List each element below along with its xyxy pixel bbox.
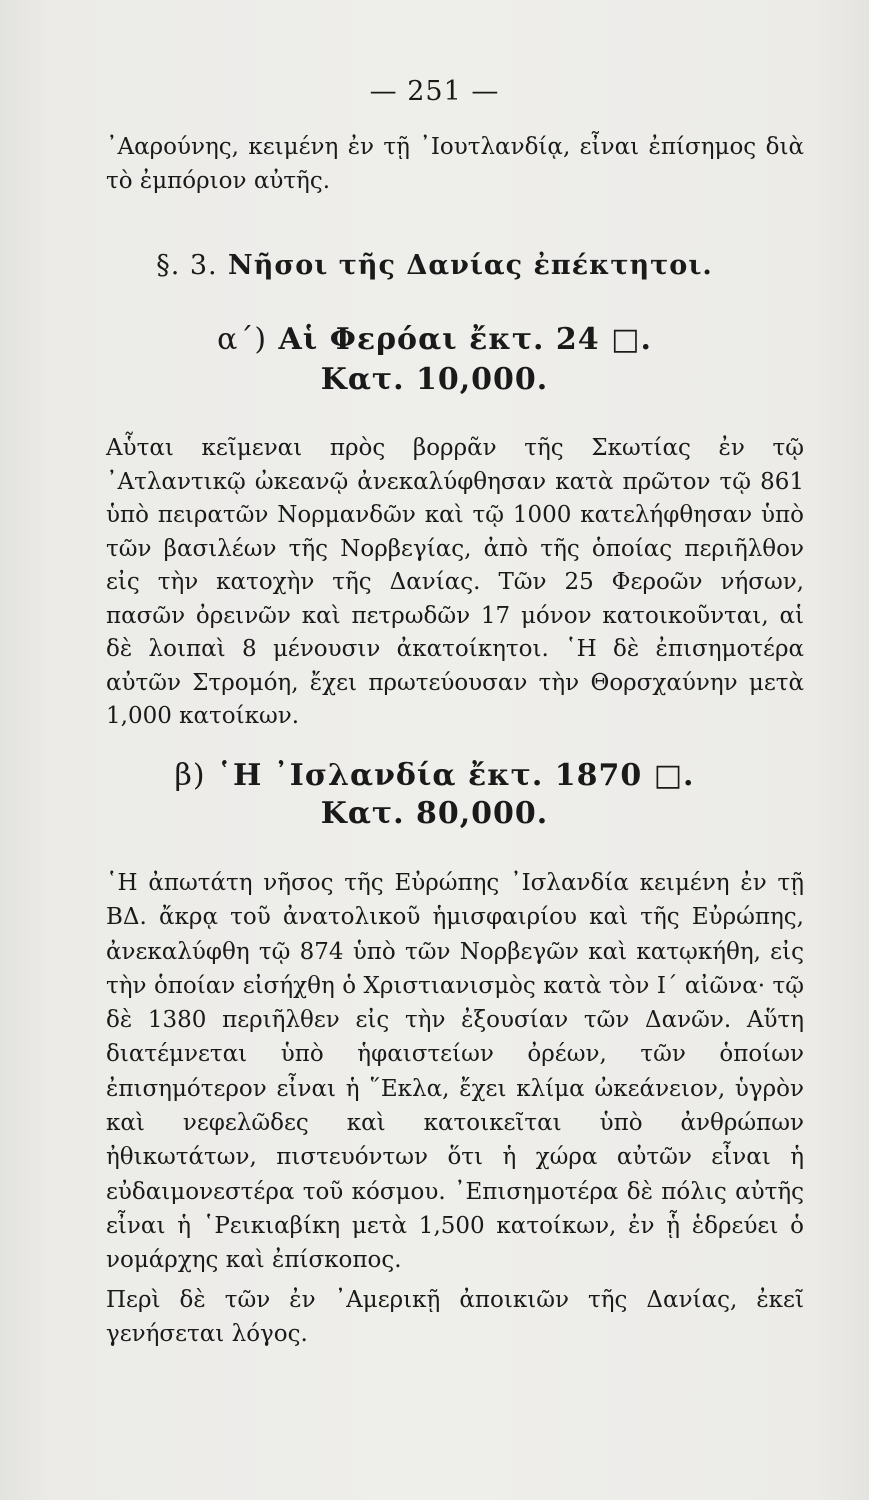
section-number: §. 3. bbox=[156, 250, 218, 281]
iceland-population: Κατ. 80,000. bbox=[320, 796, 549, 831]
faroe-heading bbox=[0, 322, 869, 357]
closing-text: Περὶ δὲ τῶν ἐν ᾿Αμερικῇ ἀποικιῶν τῆς Δανίας, ἐκεῖ γενήσεται λόγος. bbox=[106, 1287, 804, 1347]
iceland-paragraph bbox=[106, 866, 804, 1278]
iceland-heading bbox=[0, 758, 869, 793]
faroe-label: α΄) bbox=[217, 322, 268, 357]
faroe-text: Αὗται κεῖμεναι πρὸς βορρᾶν τῆς Σκωτίας ἐν τῷ ᾿Ατλαντικῷ ὠκεανῷ ἀνεκαλύφθησαν κατὰ πρῶτον τῷ 861 ὑπὸ πειρατῶν Νορμανδῶν καὶ τῷ 1000 κατελήφθησαν ὑπὸ τῶν βασιλέων τῆς Νορβεγίας, ἀπὸ τῆς ὁποίας περιῆλθον εἰς τὴν κατοχὴν τῆς Δανίας. Τῶν 25 Φεροῶν νήσων, πασῶν ὀρεινῶν καὶ πετρωδῶν 17 μόνον κατοικοῦνται, αἱ δὲ λοιπαὶ 8 μένουσιν ἀκατοίκητοι. ῾Η δὲ ἐπισημοτέρα αὐτῶν Στρομόη, ἔχει πρωτεύουσαν τὴν Θορσχαύνην μετὰ 1,000 κατοίκων. bbox=[106, 435, 804, 729]
closing-paragraph bbox=[106, 1283, 804, 1351]
faroe-paragraph bbox=[106, 432, 804, 734]
faroe-title: Αἱ Φερόαι ἔκτ. 24 □. bbox=[278, 322, 652, 357]
continuation-text: ᾿Ααρούνης, κειμένη ἐν τῇ ᾿Ιουτλανδίᾳ, εἶναι ἐπίσημος διὰ τὸ ἐμπόριον αὐτῆς. bbox=[106, 134, 804, 194]
iceland-text: ῾Η ἀπωτάτη νῆσος τῆς Εὐρώπης ᾿Ισλανδία κειμένη ἐν τῇ ΒΔ. ἄκρᾳ τοῦ ἀνατολικοῦ ἡμισφαιρίου καὶ τῆς Εὐρώπης, ἀνεκαλύφθη τῷ 874 ὑπὸ τῶν Νορβεγῶν καὶ κατῳκήθη, εἰς τὴν ὁποίαν εἰσήχθη ὁ Χριστιανισμὸς κατὰ τὸν Ι΄ αἰῶνα· τῷ δὲ 1380 περιῆλθεν εἰς τὴν ἐξουσίαν τῶν Δανῶν. Αὕτη διατέμνεται ὑπὸ ἡφαιστείων ὀρέων, τῶν ὁποίων ἐπισημότερον εἶναι ἡ ῞Εκλα, ἔχει κλίμα ὠκεάνειον, ὑγρὸν καὶ νεφελῶδες καὶ κατοικεῖται ὑπὸ ἀνθρώπων ἠθικωτάτων, πιστευόντων ὅτι ἡ χώρα αὐτῶν εἶναι ἡ εὐδαιμονεστέρα τοῦ κόσμου. ᾿Επισημοτέρα δὲ πόλις αὐτῆς εἶναι ἡ ῾Ρεικιαβίκη μετὰ 1,500 κατοίκων, ἐν ᾗ ἑδρεύει ὁ νομάρχης καὶ ἐπίσκοπος. bbox=[106, 870, 804, 1274]
page-number: — 251 — bbox=[369, 76, 500, 107]
iceland-title: ῾Η ᾿Ισλανδία ἔκτ. 1870 □. bbox=[217, 758, 695, 793]
section-title: Νῆσοι τῆς Δανίας ἐπέκτητοι. bbox=[228, 250, 713, 281]
iceland-label: β) bbox=[174, 758, 206, 793]
faroe-population: Κατ. 10,000. bbox=[320, 362, 549, 397]
continuation-paragraph bbox=[106, 130, 804, 198]
section-heading bbox=[0, 250, 869, 281]
